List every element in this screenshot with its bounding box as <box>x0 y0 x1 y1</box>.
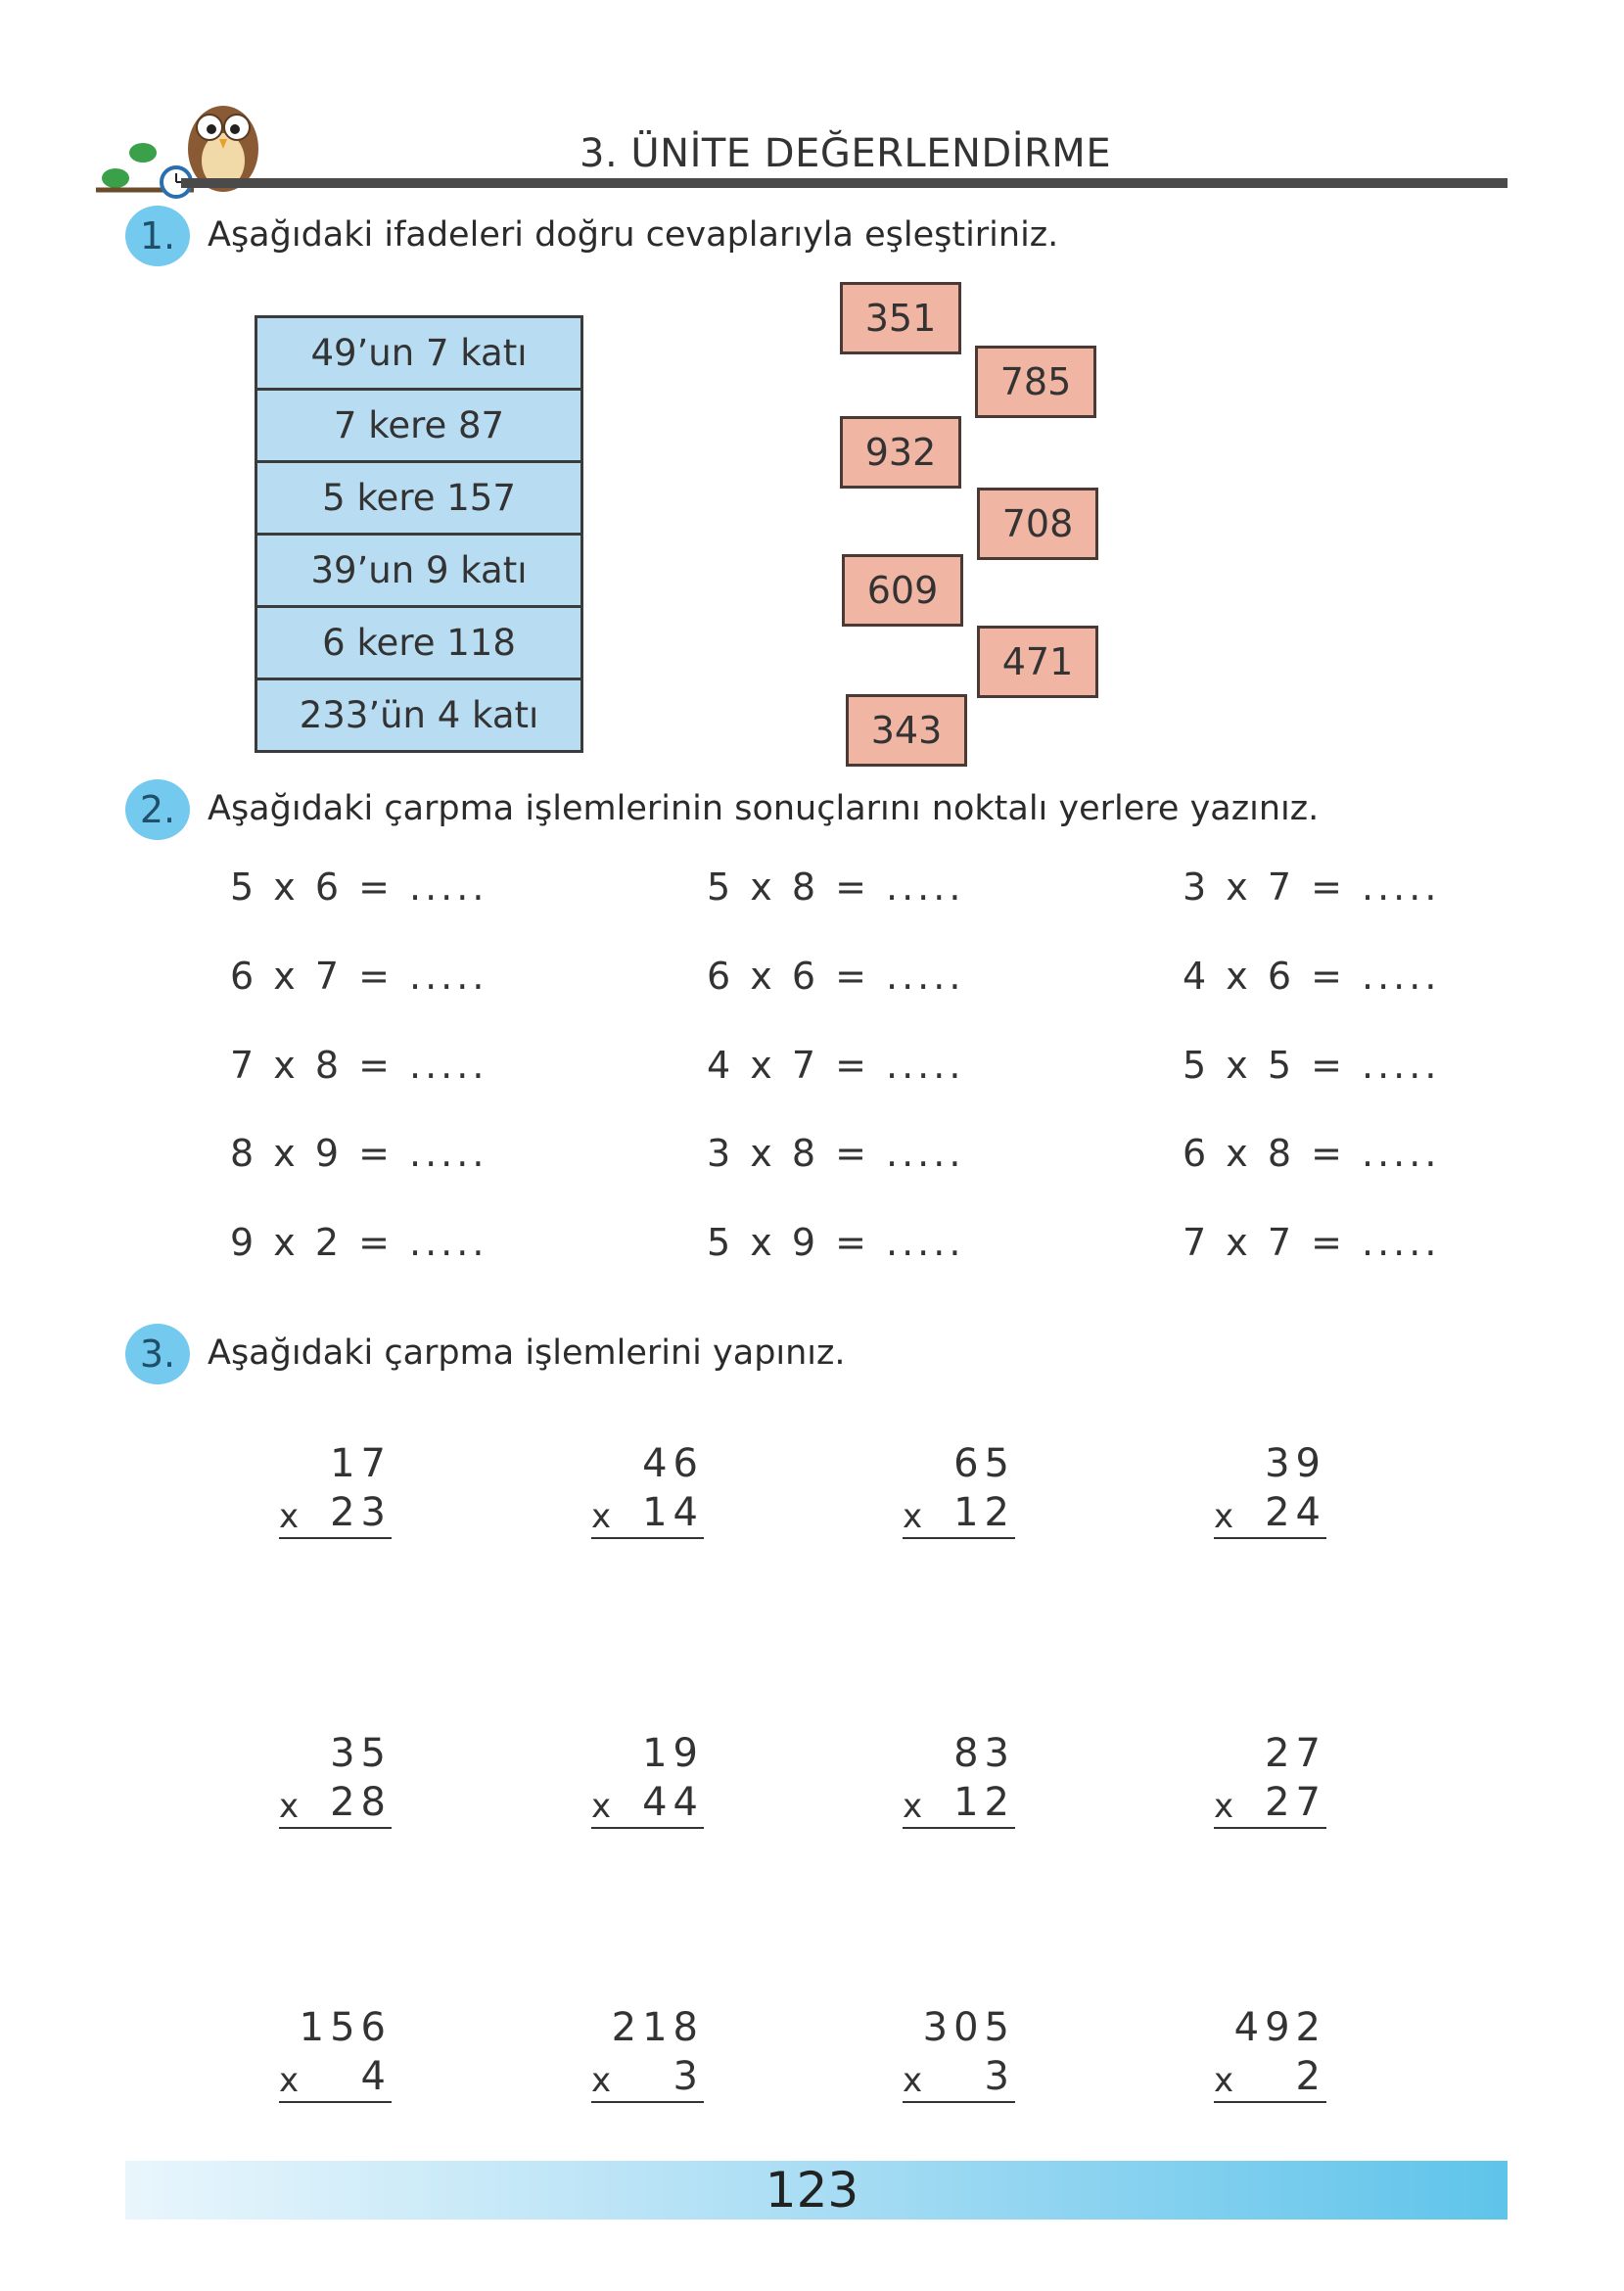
multiplier: 12 <box>953 1780 1015 1825</box>
multiplication-fact[interactable]: 3 x 8 = ..... <box>707 1132 965 1175</box>
multiplication-fact[interactable]: 7 x 7 = ..... <box>1183 1221 1441 1264</box>
answer-box[interactable]: 471 <box>977 626 1098 698</box>
expression-item[interactable]: 6 kere 118 <box>257 608 580 680</box>
multiplication-fact[interactable]: 3 x 7 = ..... <box>1183 865 1441 909</box>
multiplication-problem[interactable] <box>903 1729 1015 1829</box>
multiplication-problem[interactable] <box>279 2003 392 2103</box>
multiplication-fact[interactable]: 4 x 6 = ..... <box>1183 955 1441 998</box>
answer-box[interactable]: 932 <box>840 416 961 489</box>
multiplication-problem[interactable] <box>279 1729 392 1829</box>
multiplication-problem[interactable] <box>591 1729 704 1829</box>
question-2-instruction: Aşağıdaki çarpma işlemlerinin sonuçlarını noktalı yerlere yazınız. <box>208 789 1320 828</box>
multiplicand: 39 <box>1265 1441 1326 1486</box>
expression-table <box>255 315 583 753</box>
answer-box[interactable]: 785 <box>975 346 1096 418</box>
multiplication-fact[interactable]: 9 x 2 = ..... <box>230 1221 488 1264</box>
multiplier: 4 <box>360 2054 392 2099</box>
question-2-badge: 2. <box>125 779 190 840</box>
multiplication-fact[interactable]: 7 x 8 = ..... <box>230 1044 488 1087</box>
multiplier: 28 <box>330 1780 392 1825</box>
multiplication-fact[interactable]: 6 x 7 = ..... <box>230 955 488 998</box>
times-sign: x <box>591 2061 612 2100</box>
expression-item[interactable]: 49’un 7 katı <box>257 318 580 391</box>
times-sign: x <box>279 1497 300 1536</box>
multiplication-fact[interactable]: 5 x 9 = ..... <box>707 1221 965 1264</box>
multiplier: 24 <box>1265 1490 1326 1535</box>
multiplication-problem[interactable] <box>1214 1729 1326 1829</box>
multiplication-fact[interactable]: 4 x 7 = ..... <box>707 1044 965 1087</box>
multiplicand: 65 <box>953 1441 1015 1486</box>
multiplication-fact[interactable]: 5 x 8 = ..... <box>707 865 965 909</box>
multiplier: 3 <box>984 2054 1015 2099</box>
times-sign: x <box>279 2061 300 2100</box>
multiplicand: 305 <box>922 2005 1015 2050</box>
answer-box[interactable]: 343 <box>846 694 967 767</box>
times-sign: x <box>1214 1787 1234 1826</box>
times-sign: x <box>1214 2061 1234 2100</box>
multiplicand: 46 <box>642 1441 704 1486</box>
multiplication-problem[interactable] <box>903 1439 1015 1539</box>
header-rule <box>181 178 1508 188</box>
owl-mascot-icon <box>86 80 282 208</box>
multiplicand: 218 <box>611 2005 704 2050</box>
page-number: 123 <box>765 2162 859 2219</box>
times-sign: x <box>591 1497 612 1536</box>
multiplication-problem[interactable] <box>903 2003 1015 2103</box>
times-sign: x <box>279 1787 300 1826</box>
expression-item[interactable]: 5 kere 157 <box>257 463 580 536</box>
multiplier: 12 <box>953 1490 1015 1535</box>
times-sign: x <box>903 1497 923 1536</box>
multiplier: 14 <box>642 1490 704 1535</box>
multiplication-fact[interactable]: 5 x 6 = ..... <box>230 865 488 909</box>
multiplier: 3 <box>673 2054 704 2099</box>
multiplication-problem[interactable] <box>279 1439 392 1539</box>
multiplicand: 19 <box>642 1731 704 1776</box>
times-sign: x <box>903 1787 923 1826</box>
multiplicand: 492 <box>1233 2005 1326 2050</box>
multiplication-problem[interactable] <box>1214 2003 1326 2103</box>
multiplication-problem[interactable] <box>1214 1439 1326 1539</box>
multiplicand: 35 <box>330 1731 392 1776</box>
multiplication-fact[interactable]: 8 x 9 = ..... <box>230 1132 488 1175</box>
times-sign: x <box>1214 1497 1234 1536</box>
question-3-instruction: Aşağıdaki çarpma işlemlerini yapınız. <box>208 1333 846 1373</box>
multiplication-fact[interactable]: 5 x 5 = ..... <box>1183 1044 1441 1087</box>
question-1-badge: 1. <box>125 206 190 266</box>
expression-item[interactable]: 39’un 9 katı <box>257 536 580 608</box>
multiplicand: 27 <box>1265 1731 1326 1776</box>
expression-item[interactable]: 7 kere 87 <box>257 391 580 463</box>
multiplication-problem[interactable] <box>591 2003 704 2103</box>
question-3-badge: 3. <box>125 1324 190 1384</box>
expression-item[interactable]: 233’ün 4 katı <box>257 680 580 750</box>
times-sign: x <box>591 1787 612 1826</box>
times-sign: x <box>903 2061 923 2100</box>
multiplier: 44 <box>642 1780 704 1825</box>
multiplication-fact[interactable]: 6 x 6 = ..... <box>707 955 965 998</box>
multiplication-problem[interactable] <box>591 1439 704 1539</box>
multiplier: 27 <box>1265 1780 1326 1825</box>
multiplication-fact[interactable]: 6 x 8 = ..... <box>1183 1132 1441 1175</box>
unit-title: 3. ÜNİTE DEĞERLENDİRME <box>580 131 1112 176</box>
multiplicand: 83 <box>953 1731 1015 1776</box>
question-1-instruction: Aşağıdaki ifadeleri doğru cevaplarıyla eşleştiriniz. <box>208 215 1059 255</box>
multiplicand: 156 <box>299 2005 392 2050</box>
multiplicand: 17 <box>330 1441 392 1486</box>
answer-box[interactable]: 609 <box>842 554 963 627</box>
multiplier: 23 <box>330 1490 392 1535</box>
multiplier: 2 <box>1295 2054 1326 2099</box>
answer-box[interactable]: 351 <box>840 282 961 354</box>
answer-box[interactable]: 708 <box>977 488 1098 560</box>
